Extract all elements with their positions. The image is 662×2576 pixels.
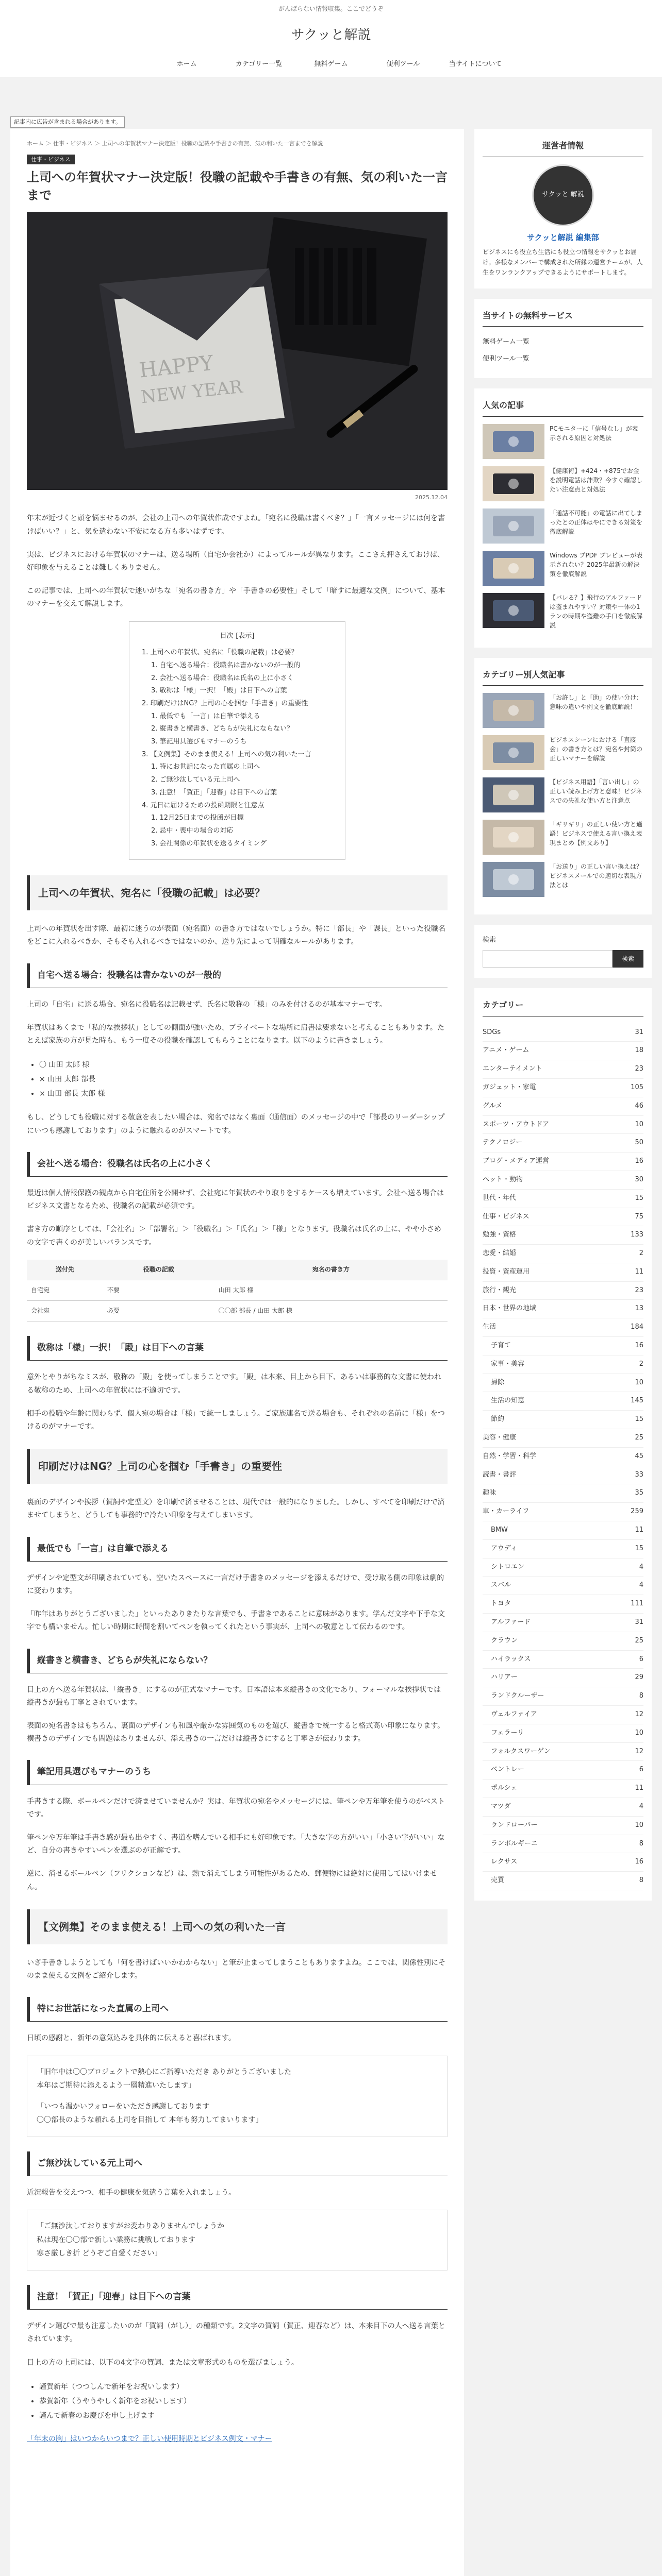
- service-link-games[interactable]: 無料ゲーム一覧: [483, 338, 530, 346]
- category-item[interactable]: [483, 1853, 643, 1872]
- paragraph: デザイン選びで最も注意したいのが「賀詞（がし）」の種類です。2文字の賀詞（賀正、迎春など）は、本来目下の人へ送る言葉とされています。: [27, 2322, 445, 2344]
- toc-item[interactable]: 3. 筆記用具選びもマナーのうち: [151, 738, 247, 746]
- category-badge[interactable]: 仕事・ビジネス: [27, 155, 75, 165]
- article-title: 上司への年賀状マナー決定版！役職の記載や手書きの有無、気の利いた一言まで: [27, 170, 448, 202]
- article-card-title[interactable]: ビジネスシーンにおける「直接会」の書き方とは？宛名や封筒の正しいマナーを解説: [550, 736, 643, 762]
- address-table: [27, 1260, 448, 1322]
- paragraph: 「昨年はありがとうございました」といったありきたりな言葉でも、手書きであることに意味があります。学んだ文字や下手な文字でも構いません。忙しい時期に時間を割いてペンを執ってくれたという事実が、上司への敬意として伝わるのです。: [27, 1610, 445, 1632]
- toc-item[interactable]: 1. 最低でも「一言」は自筆で添える: [151, 712, 260, 720]
- toc-item[interactable]: 2. 会社へ送る場合：役職名は氏名の上に小さく: [151, 674, 294, 682]
- article-card-title[interactable]: 「ギリギリ」の正しい使い方と適語！ビジネスで使える言い換え表現まとめ【例文あり】: [550, 821, 643, 847]
- category-name[interactable]: 節約: [491, 1415, 505, 1423]
- article-card-title[interactable]: 【バレる？】飛行のアルファード は盗まれやすい？対策や一体の1ランの時期や盗難の手口を徹底解説: [550, 594, 643, 629]
- category-item[interactable]: [483, 1872, 643, 1890]
- category-count: 30: [635, 1175, 643, 1183]
- category-item[interactable]: [483, 1651, 643, 1669]
- intro-paragraph: 実は、ビジネスにおける年賀状のマナーは、送る場所（自宅か会社か）によってルールが異なります。ここさえ押さえておけば、好印象を与えることは難しくありません。: [27, 550, 445, 572]
- category-item[interactable]: [483, 1503, 643, 1521]
- paragraph: 年賀状はあくまで「私的な挨拶状」としての側面が強いため、プライベートな場所に肩書は要求ないと考えることもあります。たとえば家族の方が見た時も、もう一度その役職を確認してもらうことになります。以下のように書きましょう。: [27, 1024, 444, 1045]
- toc-toggle[interactable]: [表示]: [236, 632, 255, 640]
- table-header: 宛名の書き方: [214, 1260, 448, 1280]
- category-count: 16: [635, 1157, 643, 1165]
- subsection-heading: 自宅へ送る場合：役職名は書かないのが一般的: [27, 963, 448, 988]
- category-name[interactable]: ベントレー: [491, 1766, 525, 1774]
- category-count: 2: [639, 1360, 643, 1368]
- profile-widget: [474, 129, 652, 289]
- widget-title: カテゴリー: [483, 998, 643, 1016]
- category-item[interactable]: [483, 1392, 643, 1411]
- section-heading: 【文例集】そのまま使える！上司への気の利いた一言: [27, 1909, 448, 1944]
- category-item[interactable]: [483, 1780, 643, 1798]
- article-thumbnail[interactable]: [483, 820, 544, 855]
- toc-item[interactable]: 3. 注意！「賀正」「迎春」は目下への言葉: [151, 788, 277, 796]
- subsection-heading: 注意！「賀正」「迎春」は目下への言葉: [27, 2285, 448, 2310]
- category-name[interactable]: ヴェルファイア: [491, 1710, 537, 1719]
- table-row: 会社宛 必要 〇〇部 部長 / 山田 太郎 様: [27, 1301, 448, 1321]
- global-nav: [0, 52, 662, 77]
- category-item[interactable]: [483, 1484, 643, 1503]
- article-thumbnail[interactable]: [483, 862, 544, 897]
- toc-item[interactable]: 2. 縦書きと横書き、どちらが失礼にならない？: [151, 725, 294, 733]
- category-count: 12: [635, 1710, 643, 1719]
- category-count: 10: [635, 1821, 643, 1829]
- table-row: 自宅宛 不要 山田 太郎 様: [27, 1280, 448, 1300]
- article-card[interactable]: [483, 509, 643, 544]
- paragraph: 日頃の感謝と、新年の意気込みを具体的に伝えると喜ばれます。: [27, 2034, 236, 2043]
- category-name[interactable]: ペット・動物: [483, 1175, 523, 1183]
- category-name[interactable]: アニメ・ゲーム: [483, 1046, 529, 1055]
- article-card-title[interactable]: 【ビジネス用語】「言い出し」の正しい読み上げ方と意味！ビジネスでの失礼な使い方と注意点: [550, 778, 642, 805]
- category-count: 105: [631, 1083, 643, 1091]
- category-name[interactable]: グルメ: [483, 1101, 503, 1110]
- popular-widget: [474, 388, 652, 648]
- paragraph: いざ手書きしようとしても「何を書けばいいかわからない」と筆が止まってしまうこともありますよね。ここでは、関係性別にそのまま使える文例をご紹介します。: [27, 1958, 445, 1980]
- category-item[interactable]: [483, 1134, 643, 1153]
- category-name[interactable]: ガジェット・家電: [483, 1083, 536, 1091]
- category-name[interactable]: マツダ: [491, 1803, 511, 1810]
- widget-title: 人気の記事: [483, 399, 643, 417]
- categories-widget: [474, 988, 652, 1901]
- category-item[interactable]: [483, 1097, 643, 1116]
- category-count: 31: [635, 1618, 643, 1626]
- article-card-title[interactable]: 「お送り」の正しい言い換えは？ビジネスメールでの適切な表現方法とは: [550, 863, 643, 889]
- section-heading: 上司への年賀状、宛名に「役職の記載」は必要？: [27, 875, 448, 910]
- paragraph: 意外とやりがちなミスが、敬称の「殿」を使ってしまうことです。「殿」は本来、目上から目下、あるいは事務的な文書に使われる敬称のため、上司への年賀状には不適切です。: [27, 1373, 441, 1395]
- category-item[interactable]: [483, 1282, 643, 1300]
- category-name[interactable]: ハイラックス: [491, 1655, 531, 1663]
- section-heading: 印刷だけはNG？上司の心を掴む「手書き」の重要性: [27, 1449, 448, 1484]
- category-item[interactable]: [483, 1466, 643, 1485]
- subsection-heading: 会社へ送る場合：役職名は氏名の上に小さく: [27, 1152, 448, 1177]
- category-item[interactable]: [483, 1448, 643, 1466]
- category-name[interactable]: 恋愛・結婚: [483, 1249, 517, 1258]
- widget-title: カテゴリー別人気記事: [483, 668, 643, 686]
- article-thumbnail[interactable]: [483, 777, 544, 812]
- category-name[interactable]: エンターテイメント: [483, 1065, 542, 1073]
- services-widget: [474, 299, 652, 378]
- category-item[interactable]: [483, 1761, 643, 1780]
- list-item: • 謹賀新年（つつしんで新年をお祝いします）: [39, 2380, 448, 2394]
- example-box: 「旧年中は〇〇プロジェクトで熱心にご指導いただき ありがとうございました 本年はご期待に添えるよう一層精進いたします」 「いつも温かいフォローをいただき感謝しております 〇〇部長のような頼れる上司を目指して 本年も努力してまいります」: [27, 2056, 448, 2137]
- category-name[interactable]: アウディ: [491, 1544, 517, 1552]
- category-count: 10: [635, 1728, 643, 1737]
- category-name[interactable]: BMW: [491, 1526, 508, 1534]
- category-count: 4: [639, 1803, 643, 1810]
- article-card[interactable]: [483, 593, 643, 630]
- toc-title: 目次 [表示]: [220, 632, 255, 640]
- category-count: 111: [631, 1600, 643, 1608]
- nav-about[interactable]: 当サイトについて: [449, 60, 502, 68]
- category-count: 10: [635, 1120, 643, 1128]
- paragraph: もし、どうしても役職に対する敬意を表したい場合は、宛名ではなく裏面（通信面）のメッセージの中で「部長のリーダーシップにいつも感謝しております」のように触れるのがスマートです。: [27, 1113, 445, 1135]
- category-name[interactable]: 生活: [483, 1323, 496, 1331]
- category-count: 11: [635, 1784, 643, 1792]
- category-count: 145: [631, 1397, 643, 1405]
- paragraph: 最近は個人情報保護の観点から自宅住所を公開せず、会社宛に年賀状のやり取りをするケースも増えています。会社へ送る場合はビジネス文書となるため、役職名の記載が必須です。: [27, 1189, 444, 1211]
- category-count: 11: [635, 1526, 643, 1534]
- category-item[interactable]: [483, 1595, 643, 1614]
- category-count: 8: [639, 1876, 643, 1885]
- subsection-heading: 縦書きと横書き、どちらが失礼にならない？: [27, 1649, 448, 1673]
- category-name[interactable]: スバル: [491, 1581, 511, 1589]
- nav-home[interactable]: ホーム: [176, 60, 197, 68]
- article-card[interactable]: [483, 693, 643, 728]
- greeting-list: [39, 2380, 448, 2423]
- category-count: 15: [635, 1415, 643, 1423]
- article-thumbnail[interactable]: [483, 466, 544, 501]
- category-name[interactable]: 美容・健康: [483, 1434, 517, 1442]
- category-item[interactable]: [483, 1337, 643, 1355]
- toc-item[interactable]: 1. 特にお世話になった直属の上司へ: [151, 763, 260, 771]
- toc-item[interactable]: 4. 元日に届けるための投函期限と注意点: [142, 801, 264, 809]
- category-name[interactable]: ランボルギーニ: [491, 1839, 538, 1848]
- list-item: • 〇 山田 太郎 様: [39, 1058, 448, 1072]
- category-count: 31: [635, 1028, 643, 1036]
- category-item[interactable]: [483, 1724, 643, 1743]
- paragraph: デザインや定型文が印刷されていても、空いたスペースに一言だけ手書きのメッセージを添えるだけで、受け取る側の印象は劇的に変わります。: [27, 1573, 444, 1595]
- category-name[interactable]: 読書・書評: [483, 1470, 517, 1479]
- category-name[interactable]: フォルクスワーゲン: [491, 1747, 551, 1755]
- category-name[interactable]: ランドクルーザー: [491, 1692, 544, 1700]
- category-name[interactable]: 趣味: [483, 1489, 496, 1497]
- example-box: 「ご無沙汰しておりますがお変わりありませんでしょうか 私は現在〇〇部で新しい業務に挑戦しております 寒さ厳しき折 どうぞご自愛ください」: [27, 2210, 448, 2270]
- subsection-heading: 敬称は「様」一択！「殿」は目下への言葉: [27, 1336, 448, 1361]
- search-label: 検索: [483, 936, 496, 944]
- category-item[interactable]: [483, 1521, 643, 1540]
- category-count: 133: [631, 1231, 643, 1239]
- paragraph: 逆に、消せるボールペン（フリクションなど）は、熱で消えてしまう可能性があるため、郵便物には絶対に使用してはいけません。: [27, 1870, 438, 1891]
- category-item[interactable]: [483, 1171, 643, 1190]
- profile-name-link[interactable]: サクッと解説 編集部: [527, 232, 599, 242]
- category-item[interactable]: [483, 1300, 643, 1318]
- toc-item[interactable]: 2. ご無沙汰している元上司へ: [151, 776, 240, 784]
- card-text-new-year: NEW YEAR: [140, 376, 244, 408]
- search-input[interactable]: [483, 950, 613, 968]
- paragraph: 筆ペンや万年筆は手書き感が最も出やすく、書道を嗜んでいる相手にも好印象です。「大きな字の方がいい」「小さい字がいい」など、自分の書きやすいペンを選ぶのが正解です。: [27, 1834, 445, 1855]
- category-count: 13: [635, 1304, 643, 1313]
- nav-categories[interactable]: カテゴリー一覧: [235, 60, 283, 68]
- category-name[interactable]: ランドローバー: [491, 1821, 538, 1829]
- category-name[interactable]: 家事・美容: [491, 1360, 525, 1368]
- new-year-card-illustration: [27, 212, 448, 490]
- list-item: • × 山田 太郎 部長: [39, 1072, 448, 1087]
- category-count: 25: [635, 1636, 643, 1645]
- category-item[interactable]: [483, 1835, 643, 1854]
- eyecatch-image: [27, 212, 448, 490]
- related-article-link[interactable]: 「年末の胸」はいつからいつまで？正しい使用時期とビジネス例文・マナー: [27, 2434, 272, 2443]
- category-item[interactable]: [483, 1743, 643, 1761]
- paragraph: 目上の方へ送る年賀状は、「縦書き」にするのが正式なマナーです。日本語は本来縦書きの文化であり、フォーマルな挨拶状では縦書きが最も丁寧とされています。: [27, 1685, 441, 1707]
- intro-paragraph: 年末が近づくと頭を悩ませるのが、会社の上司への年賀状作成ですよね。「宛名に役職は書くべき？」「一言メッセージには何を書けばいい？」と、気を遣わない不安になる方も多いはずです。: [27, 514, 445, 536]
- category-name[interactable]: 掃除: [491, 1378, 505, 1386]
- ad-notice: 記事内に広告が含まれる場合があります。: [10, 116, 125, 128]
- category-item[interactable]: [483, 1411, 643, 1429]
- category-name[interactable]: 自然・学習・科学: [483, 1452, 537, 1460]
- category-count: 35: [635, 1489, 643, 1497]
- category-name[interactable]: レクサス: [491, 1858, 518, 1866]
- table-of-contents: [129, 621, 345, 860]
- category-count: 18: [635, 1046, 643, 1055]
- paragraph: 表面の宛名書きはもちろん、裏面のデザインも和風や厳かな雰囲気のものを選び、縦書きで統一すると格式高い印象になります。横書きのデザインでも問題はありませんが、添え書きの一言だけは縦書きにすると丁寧さが伝わります。: [27, 1722, 445, 1743]
- category-item[interactable]: [483, 1614, 643, 1632]
- article-card[interactable]: [483, 551, 643, 586]
- article-card-title[interactable]: 「通話不可能」の電話に出てしまったとの正体はやにできる対策を徹底解説: [550, 509, 643, 535]
- category-count: 2: [639, 1249, 643, 1258]
- article-thumbnail[interactable]: [483, 593, 544, 628]
- service-link-tools[interactable]: 便利ツール一覧: [483, 355, 529, 363]
- paragraph: 上司の「自宅」に送る場合、宛名に役職名は記載せず、氏名に敬称の「様」のみを付けるのが基本マナーです。: [27, 1000, 387, 1009]
- site-tagline: がんばらない情報収集。ここでどうぞ: [0, 0, 662, 15]
- intro-paragraph: この記事では、上司への年賀状で迷いがちな「宛名の書き方」や「手書きの必要性」そして「暗すに最適な文例」について、基本のマナーを交えて解説します。: [27, 587, 445, 608]
- category-item[interactable]: [483, 1669, 643, 1687]
- search-button[interactable]: 検索: [613, 950, 643, 968]
- category-name[interactable]: スポーツ・アウトドア: [483, 1120, 550, 1128]
- toc-item[interactable]: 3. 敬称は「様」一択！「殿」は目下への言葉: [151, 687, 287, 695]
- category-item[interactable]: [483, 1540, 643, 1558]
- toc-item[interactable]: 1. 12月25日までの投函が目標: [151, 814, 244, 822]
- nav-free-games[interactable]: 無料ゲーム: [314, 60, 348, 68]
- category-name[interactable]: アルファード: [491, 1618, 531, 1626]
- category-item[interactable]: [483, 1687, 643, 1706]
- category-item[interactable]: [483, 1060, 643, 1079]
- site-title[interactable]: サクッと解説: [0, 15, 662, 52]
- list-item: • 恭賀新年（うやうやしく新年をお祝いします）: [39, 2394, 448, 2409]
- category-count: 4: [639, 1581, 643, 1589]
- category-count: 23: [635, 1065, 643, 1073]
- category-count: 16: [635, 1342, 643, 1350]
- category-articles-widget: [474, 658, 652, 915]
- category-item[interactable]: [483, 1706, 643, 1724]
- paragraph: 手書きする際、ボールペンだけで済ませていませんか？実は、年賀状の宛名やメッセージには、筆ペンや万年筆を使うのがベストです。: [27, 1797, 445, 1819]
- category-count: 12: [635, 1747, 643, 1755]
- category-count: 8: [639, 1692, 643, 1700]
- widget-title: 当サイトの無料サービス: [483, 309, 643, 327]
- subsection-heading: 最低でも「一言」は自筆で添える: [27, 1537, 448, 1562]
- article-thumbnail[interactable]: [483, 509, 544, 544]
- category-name[interactable]: シトロエン: [491, 1563, 525, 1571]
- category-item[interactable]: [483, 1226, 643, 1245]
- category-item[interactable]: [483, 1153, 643, 1171]
- category-item[interactable]: [483, 1116, 643, 1134]
- category-name[interactable]: フェラーリ: [491, 1728, 524, 1737]
- category-name[interactable]: クラウン: [491, 1636, 518, 1645]
- category-count: 8: [639, 1839, 643, 1848]
- category-name[interactable]: 勉強・資格: [483, 1231, 517, 1239]
- category-name[interactable]: ブログ・メディア運営: [483, 1157, 549, 1165]
- category-name[interactable]: ポルシェ: [491, 1784, 518, 1792]
- category-item[interactable]: [483, 1318, 643, 1337]
- article-card-title[interactable]: PCモニターに「信号なし」が表示される原因と対処法: [550, 425, 638, 442]
- paragraph: 近況報告を交えつつ、相手の健康を気遣う言葉を入れましょう。: [27, 2189, 236, 2197]
- category-count: 15: [635, 1194, 643, 1202]
- category-item[interactable]: [483, 1798, 643, 1817]
- category-name[interactable]: 仕事・ビジネス: [483, 1212, 529, 1221]
- category-count: 45: [635, 1452, 643, 1460]
- article-thumbnail[interactable]: [483, 424, 544, 459]
- category-name[interactable]: 車・カーライフ: [483, 1507, 529, 1516]
- category-item[interactable]: [483, 1558, 643, 1577]
- category-count: 6: [639, 1766, 643, 1774]
- toc-item[interactable]: 1. 自宅へ送る場合：役職名は書かないのが一般的: [151, 661, 301, 669]
- search-widget: [474, 925, 652, 978]
- category-item[interactable]: [483, 1263, 643, 1282]
- subsection-heading: 特にお世話になった直属の上司へ: [27, 1997, 448, 2022]
- category-item[interactable]: [483, 1208, 643, 1227]
- category-item[interactable]: [483, 1355, 643, 1374]
- article-thumbnail[interactable]: [483, 551, 544, 586]
- category-count: 16: [635, 1858, 643, 1866]
- profile-description: ビジネスにも役立ち生活にも役立つ情報をサクッとお届け。多様なメンバーで構成された所縁の運営チームが、人生をワンランクアップできるようにサポートします。: [483, 248, 643, 277]
- category-item[interactable]: [483, 1042, 643, 1060]
- example-list: [39, 1058, 448, 1101]
- publish-date: 2025.12.04: [415, 494, 448, 501]
- category-count: 23: [635, 1286, 643, 1294]
- category-count: 15: [635, 1544, 643, 1552]
- breadcrumb[interactable]: ホーム ＞ 仕事・ビジネス ＞ 上司への年賀状マナー決定版！役職の記載や手書きの有無、気の利いた一言までを解説: [27, 140, 323, 147]
- paragraph: 相手の役職や年齢に関わらず、個人宛の場合は「様」で統一しましょう。ご家族連名で送る場合も、それぞれの名前に「様」をつけるのがマナーです。: [27, 1409, 445, 1431]
- table-header: 送付先: [27, 1260, 103, 1280]
- category-name[interactable]: 日本・世界の地域: [483, 1304, 537, 1313]
- toc-item[interactable]: 2. 忌中・喪中の場合の対応: [151, 826, 234, 835]
- toc-item[interactable]: 3. 【文例集】そのまま使える！上司への気の利いた一言: [142, 750, 311, 758]
- category-item[interactable]: [483, 1577, 643, 1595]
- category-count: 29: [635, 1673, 643, 1682]
- toc-item[interactable]: 2. 印刷だけはNG？上司の心を掴む「手書き」の重要性: [142, 700, 308, 708]
- paragraph: 裏面のデザインや挨拶（賀詞や定型文）を印刷で済ませることは、現代では一般的になりました。しかし、すべてを印刷だけで済ませてしまうと、どうしても事務的で冷たい印象を与えてしまいます。: [27, 1498, 445, 1520]
- category-item[interactable]: [483, 1079, 643, 1097]
- category-item[interactable]: [483, 1632, 643, 1651]
- category-count: 184: [631, 1323, 643, 1331]
- nav-tools[interactable]: 便利ツール: [386, 60, 420, 68]
- category-count: 259: [631, 1507, 643, 1516]
- avatar: サクッと 解説: [532, 164, 594, 226]
- article-card[interactable]: [483, 820, 643, 855]
- article-card-title[interactable]: 「お許し」と「助」の使い分け：意味の違いや例文を徹底解説！: [550, 694, 643, 711]
- list-item: • × 山田 部長 太郎 様: [39, 1087, 448, 1101]
- article-card[interactable]: [483, 735, 643, 770]
- paragraph: 書き方の順序としては、「会社名」＞「部署名」＞「役職名」＞「氏名」＞「様」となります。役職名は氏名の上に、やや小さめの文字で書くのが美しいバランスです。: [27, 1225, 441, 1247]
- toc-item[interactable]: 3. 会社関係の年賀状を送るタイミング: [151, 839, 267, 848]
- category-count: 4: [639, 1563, 643, 1571]
- category-count: 10: [635, 1378, 643, 1386]
- article-card[interactable]: [483, 466, 643, 501]
- category-item[interactable]: [483, 1429, 643, 1448]
- article-card[interactable]: [483, 424, 643, 459]
- toc-list: [142, 647, 333, 850]
- category-count: 33: [635, 1470, 643, 1479]
- category-count: 46: [635, 1101, 643, 1110]
- table-header: 役職の記載: [103, 1260, 214, 1280]
- card-text-happy: HAPPY: [138, 351, 214, 383]
- category-count: 50: [635, 1139, 643, 1147]
- category-item[interactable]: [483, 1245, 643, 1263]
- main-content: [10, 129, 464, 2576]
- category-item[interactable]: [483, 1024, 643, 1042]
- category-name[interactable]: 世代・年代: [483, 1194, 517, 1202]
- toc-item[interactable]: 1. 上司への年賀状、宛名に「役職の記載」は必要？: [142, 649, 298, 657]
- subsection-heading: ご無沙汰している元上司へ: [27, 2151, 448, 2176]
- category-count: 11: [635, 1267, 643, 1276]
- category-item[interactable]: [483, 1817, 643, 1835]
- category-item[interactable]: [483, 1374, 643, 1393]
- article-thumbnail[interactable]: [483, 693, 544, 728]
- article-card[interactable]: [483, 862, 643, 897]
- category-name[interactable]: 子育て: [491, 1342, 511, 1350]
- subsection-heading: 筆記用具選びもマナーのうち: [27, 1760, 448, 1785]
- list-item: • 謹んで新春のお慶びを申し上げます: [39, 2409, 448, 2423]
- paragraph: 目上の方の上司には、以下の4文字の賀詞、または文章形式のものを選びましょう。: [27, 2358, 299, 2367]
- category-name[interactable]: SDGs: [483, 1028, 501, 1036]
- sidebar: [474, 129, 652, 1911]
- category-name[interactable]: ハリアー: [491, 1673, 518, 1682]
- category-count: 75: [635, 1212, 643, 1221]
- category-name[interactable]: テクノロジー: [483, 1139, 523, 1147]
- category-count: 6: [639, 1655, 643, 1663]
- category-name[interactable]: トヨタ: [491, 1600, 511, 1608]
- category-name[interactable]: 生活の知恵: [491, 1397, 525, 1405]
- article-thumbnail[interactable]: [483, 735, 544, 770]
- category-name[interactable]: 売買: [491, 1876, 505, 1885]
- category-count: 25: [635, 1434, 643, 1442]
- article-card[interactable]: [483, 777, 643, 812]
- category-name[interactable]: 旅行・観光: [483, 1286, 517, 1294]
- article-card-title[interactable]: Windows プPDF ブレビューが表示されない？2025年最新の解決策を徹底解説: [550, 551, 643, 578]
- widget-title: 運営者情報: [483, 139, 643, 157]
- article-card-title[interactable]: 【健康術】+424・+875でお金を説明電話は詐欺？今すぐ確認したい注意点と対処法: [550, 467, 643, 493]
- paragraph: 上司への年賀状を出す際、最初に迷うのが表面（宛名面）の書き方ではないでしょうか。特に「部長」や「課長」といった役職名をどこに入れるべきか、そもそも入れるべきではないのか、送り先によって明確なルールがあります。: [27, 925, 445, 946]
- category-name[interactable]: 投資・資産運用: [483, 1267, 530, 1276]
- category-item[interactable]: [483, 1190, 643, 1208]
